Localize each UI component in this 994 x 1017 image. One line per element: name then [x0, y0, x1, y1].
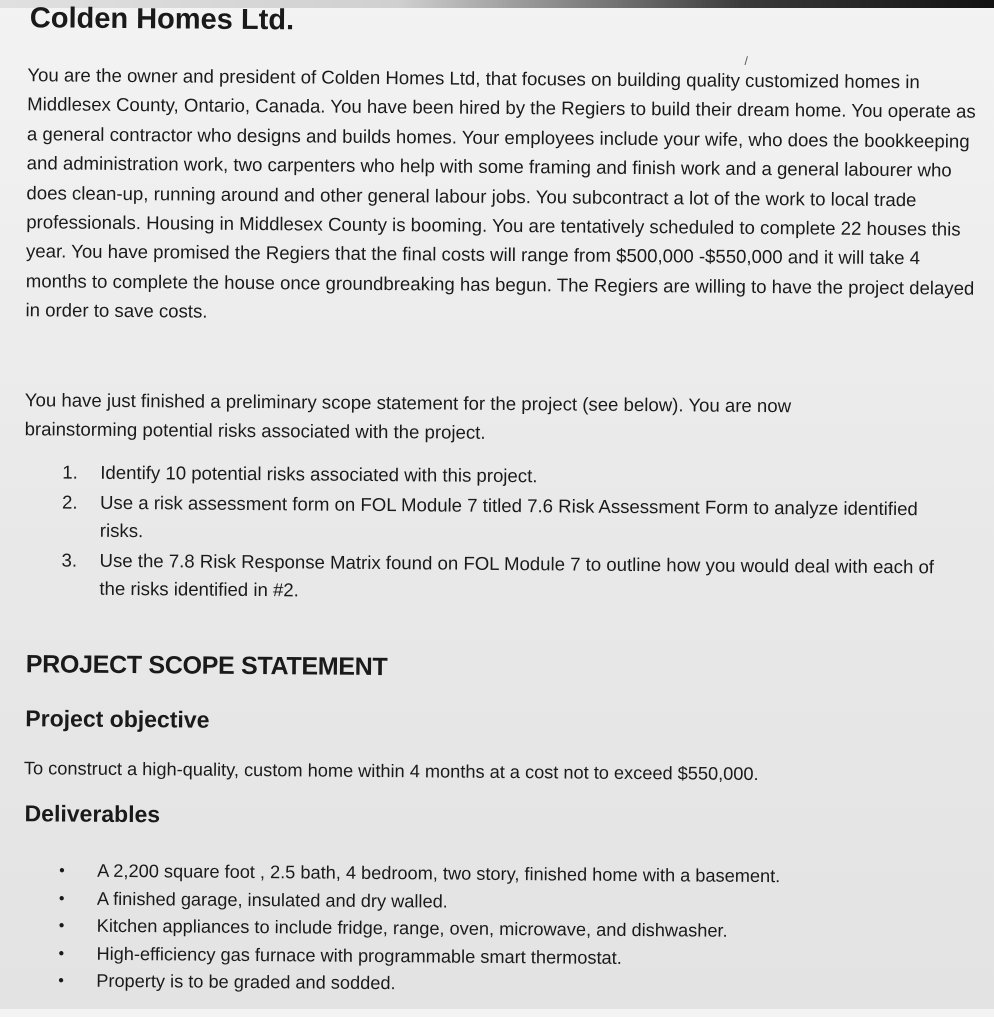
deliverable-text: Property is to be graded and sodded. [96, 970, 396, 994]
task-text: Use the 7.8 Risk Response Matrix found on FOL Module 7 to outline how you would deal with each of the risks identified in #2. [99, 549, 935, 601]
task-number: 3. [61, 549, 78, 571]
task-item [62, 489, 962, 552]
task-number: 1. [62, 461, 78, 483]
bullet-icon: • [59, 862, 65, 880]
bullet-icon: • [58, 944, 65, 963]
objective-heading: Project objective [25, 705, 210, 733]
task-intro-paragraph: You have just finished a preliminary scope statement for the project (see below). You are now brainstorming potential risks associated with the project. [24, 389, 792, 444]
stray-mark: / [744, 53, 748, 68]
task-number: 2. [61, 491, 78, 513]
bullet-icon: • [58, 889, 65, 908]
bullet-icon: • [58, 917, 65, 935]
task-item [62, 459, 962, 494]
deliverable-text: A 2,200 square foot , 2.5 bath, 4 bedroom, two story, finished home with a basement. [97, 860, 781, 887]
deliverable-text: Kitchen appliances to include fridge, range, oven, microwave, and dishwasher. [96, 915, 728, 941]
deliverables-list [58, 857, 780, 1000]
deliverable-text: A finished garage, insulated and dry walled. [96, 888, 448, 912]
bullet-icon: • [58, 972, 64, 990]
deliverable-text: High-efficiency gas furnace with programmable smart thermostat. [96, 943, 622, 968]
scope-statement-heading: PROJECT SCOPE STATEMENT [25, 650, 388, 682]
objective-text: To construct a high-quality, custom home within 4 months at a cost not to exceed $550,000. [23, 758, 759, 784]
intro-paragraph: You are the owner and president of Colden Homes Ltd, that focuses on building quality customized homes in Middlesex County, Ontario, Canada. You have been hired by the Regiers to build their dream home. You operate as a general contractor who designs and builds homes. Your employees include your wife, who does the bookkeeping and administration work, two carpenters who help with some framing and finish work and a general labourer who does clean-up, running around and other general labour jobs. You subcontract a lot of the work to local trade professionals. Housing in Middlesex County is booming. You are tentatively scheduled to complete 22 houses this year. You have promised the Regiers that the final costs will range from $500,000 -$550,000 and it will take 4 months to complete the house once groundbreaking has begun. The Regiers are willing to have the project delayed in order to save costs. [25, 64, 976, 322]
task-text: Use a risk assessment form on FOL Module 7 titled 7.6 Risk Assessment Form to analyze identified risks. [99, 491, 918, 542]
document-title: Colden Homes Ltd. [29, 2, 295, 37]
deliverables-heading: Deliverables [24, 800, 161, 828]
task-text: Identify 10 potential risks associated with this project. [100, 461, 538, 487]
deliverable-item [58, 967, 779, 1000]
task-item [61, 547, 961, 610]
task-list [61, 459, 962, 612]
